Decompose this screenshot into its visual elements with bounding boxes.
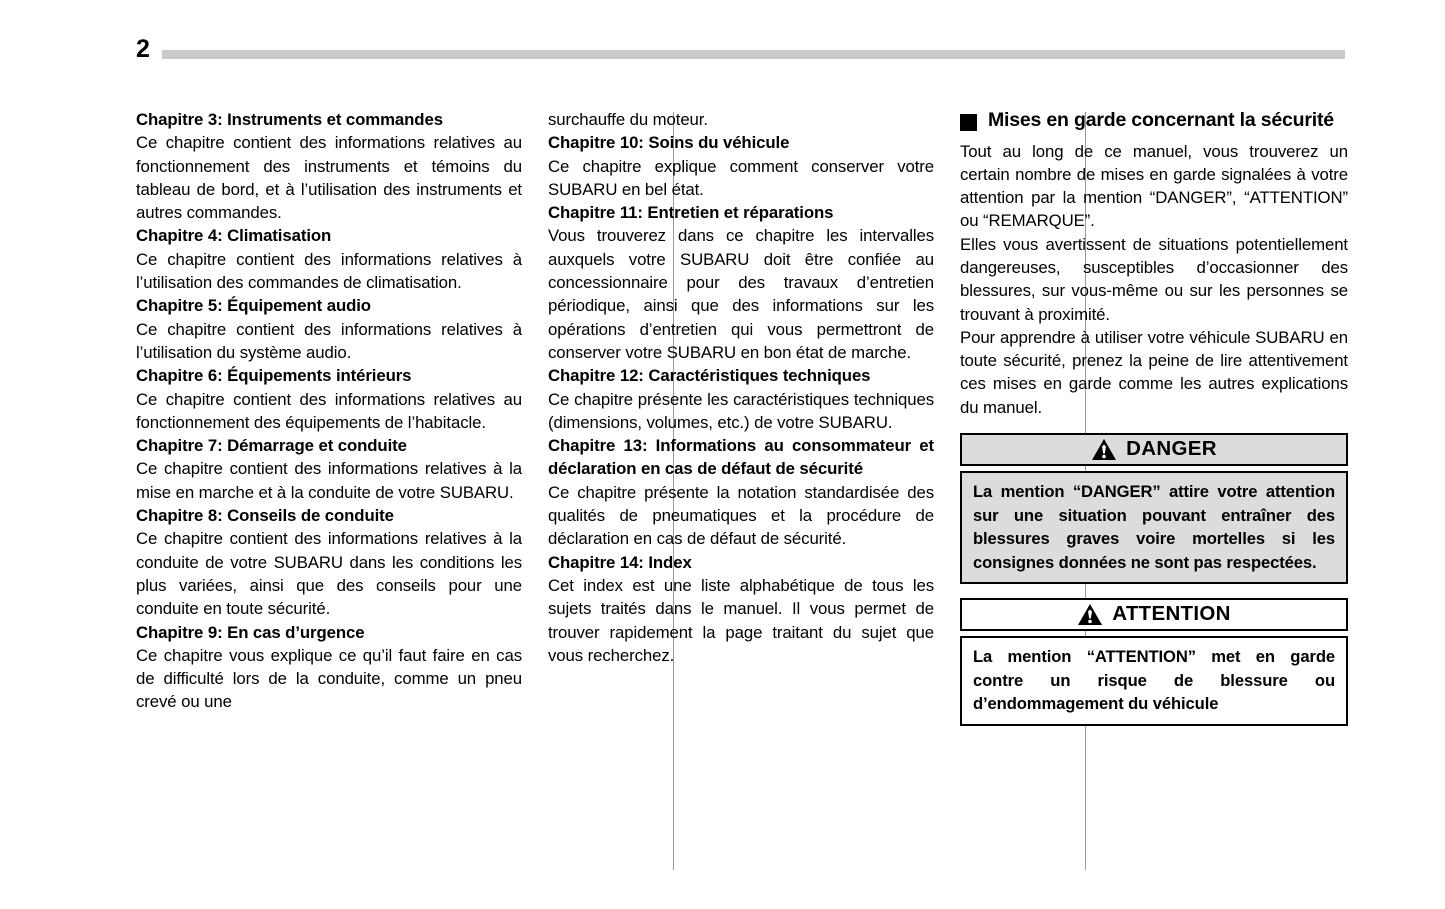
attention-warning-body — [960, 636, 1348, 726]
chapter-description-5: Ce chapitre contient des informations relatives à l’utilisation du système audio. — [136, 319, 522, 362]
danger-warning-body — [960, 471, 1348, 584]
chapter-description-14: Cet index est une liste alphabétique de tous les sujets traités dans le manuel. Il vous permet de trouver rapidement la page traitant du sujet que vous recherchez. — [548, 575, 934, 665]
chapter-heading-10: Chapitre 10: Soins du véhicule — [548, 133, 790, 153]
danger-warning-header — [960, 433, 1348, 466]
chapter-description-3: Ce chapitre contient des informations relatives au fonctionnement des instruments et témoins du tableau de bord, et à l’utilisation des instruments et autres commandes. — [136, 133, 522, 223]
chapter-heading-11: Chapitre 11: Entretien et réparations — [548, 203, 834, 223]
page-number: 2 — [136, 35, 150, 63]
continued-text-overheat: surchauffe du moteur. — [548, 110, 708, 129]
warning-triangle-icon — [1077, 603, 1103, 626]
chapter-description-6: Ce chapitre contient des informations relatives au fonctionnement des équipements de l’habitacle. — [136, 389, 522, 432]
filled-square-bullet-icon — [960, 114, 977, 131]
chapter-heading-13: Chapitre 13: Informations au consommateur et déclaration en cas de défaut de sécurité — [548, 436, 934, 479]
attention-warning-box — [960, 598, 1348, 726]
chapter-heading-9: Chapitre 9: En cas d’urgence — [136, 622, 365, 642]
column-1 — [136, 108, 522, 873]
chapter-heading-12: Chapitre 12: Caractéristiques techniques — [548, 366, 871, 386]
attention-warning-label: ATTENTION — [1112, 602, 1231, 626]
chapter-heading-7: Chapitre 7: Démarrage et conduite — [136, 436, 407, 456]
chapter-description-11: Vous trouverez dans ce chapitre les intervalles auxquels votre SUBARU doit être confiée au concessionnaire pour des travaux d’entretien périodique, ainsi que des informations sur les opérations d’entretien qui vous permettront de conserver votre SUBARU en bon état de marche. — [548, 226, 934, 362]
safety-paragraph-2: Elles vous avertissent de situations potentiellement dangereuses, susceptibles d’occasionner des blessures, sur vous-même ou sur les personnes se trouvant à proximité. — [960, 234, 1348, 324]
chapter-description-13: Ce chapitre présente la notation standardisée des qualités de pneumatiques et la procédure de déclaration en cas de défaut de sécurité. — [548, 482, 934, 549]
chapter-heading-3: Chapitre 3: Instruments et commandes — [136, 110, 443, 129]
chapter-heading-14: Chapitre 14: Index — [548, 552, 692, 572]
safety-paragraph-3: Pour apprendre à utiliser votre véhicule SUBARU en toute sécurité, prenez la peine de lire attentivement ces mises en garde comme les autres explications du manuel. — [960, 327, 1348, 417]
chapter-description-8: Ce chapitre contient des informations relatives à la conduite de votre SUBARU dans les conditions les plus variées, ainsi que des conseils pour une conduite en toute sécurité. — [136, 529, 522, 619]
safety-section-heading-text: Mises en garde concernant la sécurité — [988, 109, 1334, 131]
header-rule — [162, 50, 1345, 59]
danger-warning-text: La mention “DANGER” attire votre attention sur une situation pouvant entraîner des blessures graves voire mortelles si les consignes données ne sont pas respectées. — [973, 482, 1335, 572]
chapter-description-4: Ce chapitre contient des informations relatives à l’utilisation des commandes de climatisation. — [136, 249, 522, 293]
column-3 — [934, 108, 1348, 873]
chapter-heading-5: Chapitre 5: Équipement audio — [136, 296, 371, 316]
chapter-description-12: Ce chapitre présente les caractéristiques techniques (dimensions, volumes, etc.) de votre SUBARU. — [548, 389, 934, 432]
danger-warning-label: DANGER — [1126, 437, 1217, 461]
content-columns — [136, 108, 1348, 873]
attention-warning-header — [960, 598, 1348, 631]
attention-warning-text: La mention “ATTENTION” met en garde contre un risque de blessure ou d’endommagement du véhicule — [973, 647, 1335, 714]
safety-paragraph-1: Tout au long de ce manuel, vous trouverez un certain nombre de mises en garde signalées à votre attention par la mention “DANGER”, “ATTENTION” ou “REMARQUE”. — [960, 141, 1348, 231]
chapter-heading-8: Chapitre 8: Conseils de conduite — [136, 506, 394, 526]
page-header — [136, 34, 1345, 64]
chapter-description-9: Ce chapitre vous explique ce qu’il faut faire en cas de difficulté lors de la conduite, comme un pneu crevé ou une — [136, 645, 522, 712]
danger-warning-box — [960, 433, 1348, 584]
warning-triangle-icon — [1091, 438, 1117, 461]
column-2 — [522, 108, 934, 873]
chapter-heading-6: Chapitre 6: Équipements intérieurs — [136, 366, 412, 386]
chapter-description-10: Ce chapitre explique comment conserver votre SUBARU en bel état. — [548, 156, 934, 199]
chapter-description-7: Ce chapitre contient des informations relatives à la mise en marche et à la conduite de votre SUBARU. — [136, 459, 522, 502]
chapter-heading-4: Chapitre 4: Climatisation — [136, 226, 332, 246]
safety-section-heading — [960, 108, 1348, 134]
